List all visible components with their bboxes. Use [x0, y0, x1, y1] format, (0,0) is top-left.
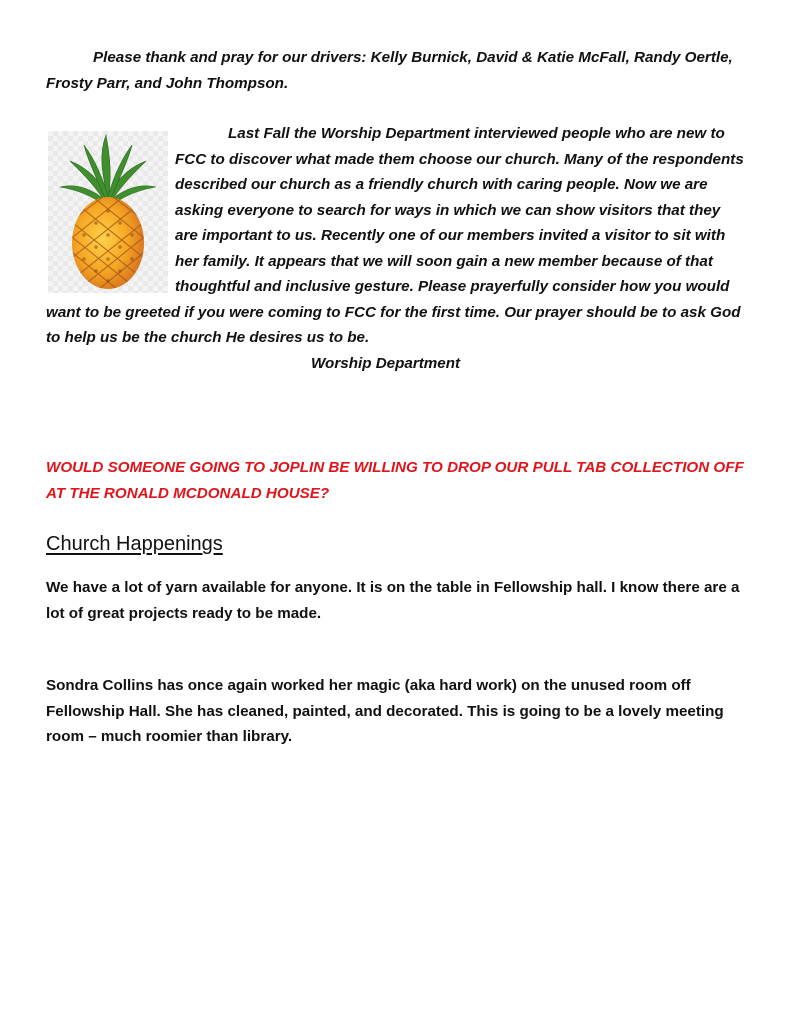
worship-article-body: Last Fall the Worship Department interviewed people who are new to FCC to discover what made them choose our church. Many of the respondents described our church as a friendly church with caring people. Now we are asking everyone to search for ways in which we can show visitors that they are important to us. Recently one of our members invited a visitor to sit with her family. It appears that we will soon gain a new member because of that thoughtful and inclusive gesture. Please prayerfully consider how you would want to be greeted if you were coming to FCC for the first time. Our prayer should be to ask God to help us be the church He desires us to be. — [46, 125, 744, 346]
yarn-announcement: We have a lot of yarn available for anyone. It is on the table in Fellowship hall. I know there are a lot of great projects ready to be made. — [46, 579, 740, 622]
church-happenings-heading: Church Happenings — [46, 533, 223, 555]
pull-tab-request: WOULD SOMEONE GOING TO JOPLIN BE WILLING TO DROP OUR PULL TAB COLLECTION OFF AT THE RONALD MCDONALD HOUSE? — [46, 459, 744, 502]
worship-article — [46, 121, 746, 376]
meeting-room-announcement: Sondra Collins has once again worked her magic (aka hard work) on the unused room off Fellowship Hall. She has cleaned, painted, and decorated. This is going to be a lovely meeting room – much roomier than library. — [46, 677, 724, 745]
worship-signature: Worship Department — [311, 354, 461, 372]
drivers-notice: Please thank and pray for our drivers: Kelly Burnick, David & Katie McFall, Randy Oertle, Frosty Parr, and John Thompson. — [46, 49, 733, 92]
image-wrap-spacer — [46, 121, 175, 297]
